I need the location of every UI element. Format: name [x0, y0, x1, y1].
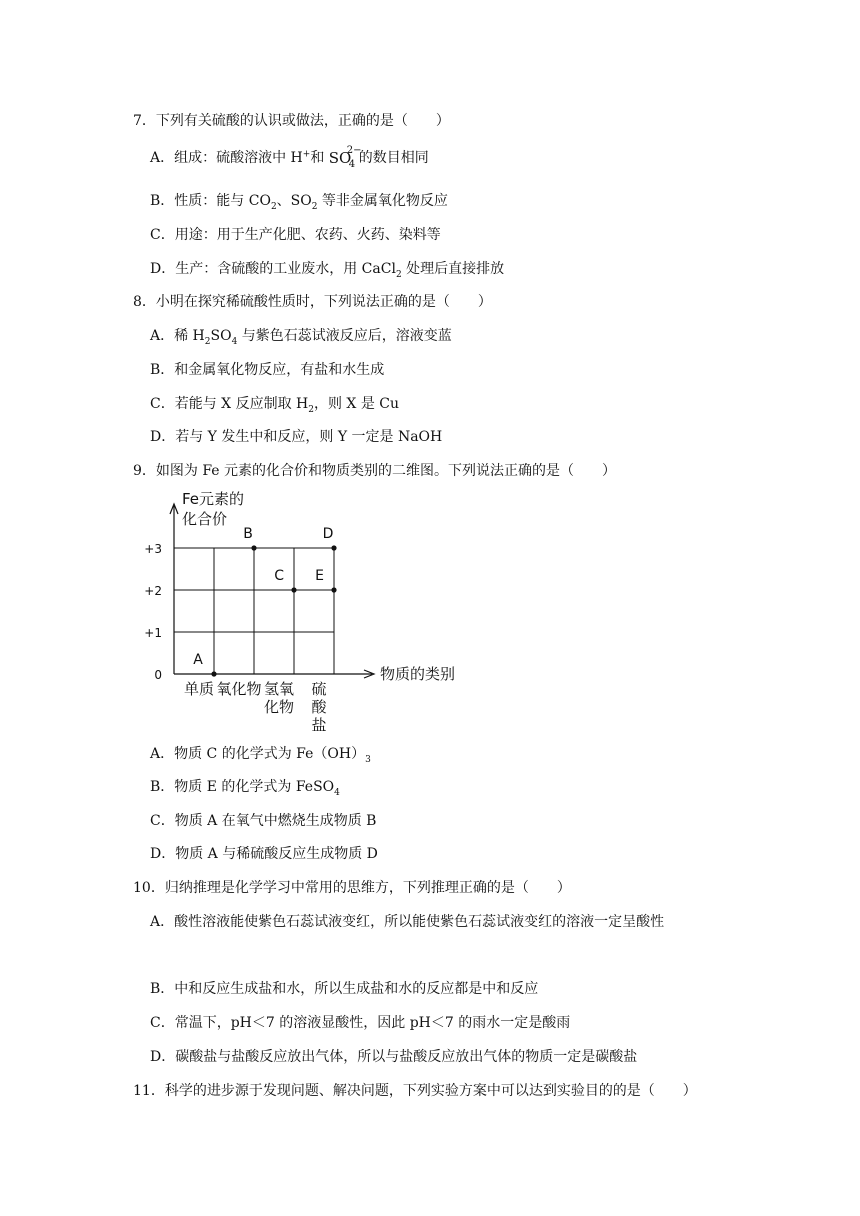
- option-text: A．物质 C 的化学式为 Fe（OH）: [150, 746, 366, 762]
- question-9-option-c: C．物质 A 在氧气中燃烧生成物质 B: [150, 813, 377, 829]
- x-category-label: 氧化物: [216, 680, 262, 698]
- question-9-option-d: D．物质 A 与稀硫酸反应生成物质 D: [150, 846, 378, 862]
- subscript: 2: [204, 336, 211, 347]
- data-point-d: [331, 545, 336, 550]
- question-8-option-a: [150, 327, 452, 345]
- y-axis-label: Fe元素的: [182, 490, 245, 508]
- x-category-label: 盐: [311, 716, 327, 734]
- question-11-stem: 11．科学的进步源于发现问题、解决问题，下列实验方案中可以达到实验目的的是（ ）: [133, 1083, 697, 1099]
- x-category-label: 硫: [311, 680, 327, 698]
- data-point-label: D: [322, 526, 334, 542]
- ion-count: 4: [348, 159, 356, 170]
- option-text: SO: [210, 328, 232, 344]
- data-point-e: [331, 587, 336, 592]
- option-text: C．若能与 X 反应制取 H: [150, 396, 309, 412]
- option-text: 等非金属氧化物反应: [317, 193, 448, 209]
- option-text: B．性质：能与 CO: [150, 193, 271, 209]
- question-8-stem: 8．小明在探究稀硫酸性质时，下列说法正确的是（ ）: [133, 294, 492, 310]
- option-text: 、SO: [276, 193, 312, 209]
- subscript: 2: [270, 201, 277, 212]
- question-7-stem: 7．下列有关硫酸的认识或做法，正确的是（ ）: [133, 113, 450, 129]
- x-category-label: 化物: [263, 698, 295, 716]
- y-tick-label: +3: [144, 542, 162, 556]
- subscript: 2: [311, 201, 318, 212]
- option-text: 与紫色石蕊试液反应后，溶液变蓝: [237, 328, 452, 344]
- data-point-a: [211, 671, 216, 676]
- question-10-option-b: B．中和反应生成盐和水，所以生成盐和水的反应都是中和反应: [150, 981, 539, 997]
- subscript: 2: [395, 269, 402, 280]
- y-axis-label: 化合价: [182, 510, 228, 528]
- question-7-option-d: [150, 260, 504, 278]
- y-tick-label: 0: [154, 668, 162, 682]
- data-point-label: A: [193, 652, 203, 668]
- question-7-option-a: [150, 145, 429, 170]
- option-text: 的数目相同: [358, 150, 429, 166]
- x-category-label: 酸: [311, 698, 327, 716]
- question-10-option-a: A．酸性溶液能使紫色石蕊试液变红，所以能使紫色石蕊试液变红的溶液一定呈酸性: [150, 914, 665, 930]
- data-point-label: B: [243, 526, 253, 542]
- subscript: 2: [308, 404, 314, 415]
- question-9-option-a: [150, 745, 371, 763]
- x-category-label: 氢氧: [263, 680, 295, 698]
- ion-base: SO: [328, 149, 352, 167]
- question-9-option-b: [150, 778, 340, 796]
- option-text: A．稀 H: [150, 328, 205, 344]
- question-9-stem: 9．如图为 Fe 元素的化合价和物质类别的二维图。下列说法正确的是（ ）: [133, 463, 617, 479]
- option-text: B．物质 E 的化学式为 FeSO: [150, 779, 335, 795]
- data-point-label: E: [315, 568, 324, 584]
- x-category-label: 单质: [183, 680, 215, 698]
- option-text: A．组成：硫酸溶液中 H: [150, 150, 303, 166]
- question-8-option-c: [150, 395, 399, 413]
- question-8-option-d: D．若与 Y 发生中和反应，则 Y 一定是 NaOH: [150, 429, 443, 445]
- data-point-label: C: [274, 568, 284, 584]
- question-7-option-c: C．用途：用于生产化肥、农药、火药、染料等: [150, 227, 441, 243]
- option-text: 和: [310, 150, 329, 166]
- y-tick-label: +2: [144, 584, 162, 598]
- question-7-option-b: [150, 192, 448, 210]
- subscript: 4: [231, 336, 238, 347]
- subscript: 4: [334, 787, 340, 798]
- data-point-b: [251, 545, 256, 550]
- question-10-option-c: C．常温下，pH＜7 的溶液显酸性，因此 pH＜7 的雨水一定是酸雨: [150, 1015, 571, 1031]
- question-10-stem: 10．归纳推理是化学学习中常用的思维方，下列推理正确的是（ ）: [133, 880, 571, 896]
- fe-valence-chart: [140, 488, 470, 736]
- question-8-option-b: B．和金属氧化物反应，有盐和水生成: [150, 362, 385, 378]
- option-text: D．生产：含硫酸的工业废水，用 CaCl: [150, 261, 396, 277]
- option-text: ，则 X 是 Cu: [313, 396, 400, 412]
- x-axis-label: 物质的类别: [380, 665, 456, 683]
- ion-charge: 2−: [346, 145, 362, 156]
- y-tick-label: +1: [144, 626, 162, 640]
- superscript: +: [302, 149, 311, 160]
- option-text: 处理后直接排放: [401, 261, 505, 277]
- data-point-c: [291, 587, 296, 592]
- question-10-option-d: D．碳酸盐与盐酸反应放出气体，所以与盐酸反应放出气体的物质一定是碳酸盐: [150, 1049, 638, 1065]
- sulfate-ion: [328, 145, 362, 170]
- subscript: 3: [365, 754, 371, 765]
